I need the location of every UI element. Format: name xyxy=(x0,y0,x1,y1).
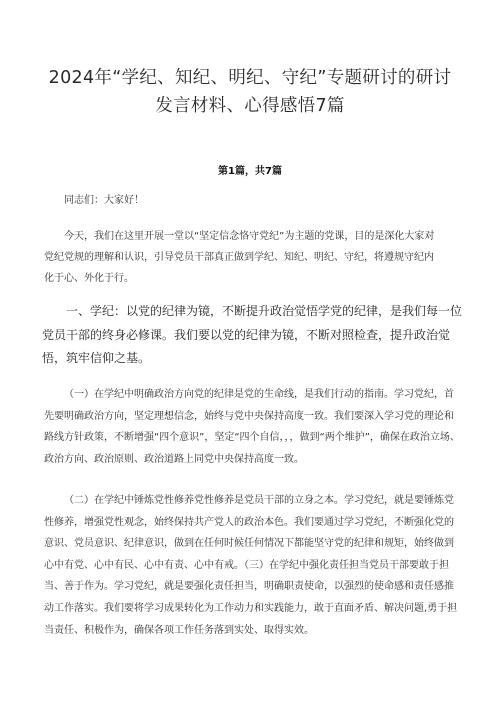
section-heading-one: 一、学纪：以党的纪律为镜，不断提升政治觉悟学党的纪律，是我们每一位党员干部的终身必修课。我们要以党的纪律为镜，不断对照检查，提升政治觉悟，筑牢信仰之基。 xyxy=(42,304,463,365)
section-marker: 第1篇，共7篇 xyxy=(218,166,282,177)
body-paragraph-2: （二）在学纪中锤炼党性修养党性修养是党员干部的立身之本。学习党纪，就是要锤炼党性修养，增强党性观念，始终保持共产党人的政治本色。我们要通过学习党纪，不断强化党的意识、党员意识、纪律意识，做到在任何时候任何情况下都能坚守党的纪律和规矩，始终做到心中有党、心中有民、心中有责、心中有戒。（三）在学纪中强化责任担当党员干部要敢于担当、善于作为。学习党纪，就是要强化责任担当，明确职责使命，以强烈的使命感和责任感推动工作落实。我们要将学习成果转化为工作动力和实践能力，敢于直面矛盾、解决问题,勇于担当责任、积极作为，确保各项工作任务落到实处、取得实效。 xyxy=(44,495,458,636)
intro-paragraph: 今天，我们在这里开展一堂以“坚定信念恪守党纪”为主题的党课，目的是深化大家对党纪党规的理解和认识，引导党员干部真正做到学纪、知纪、明纪、守纪，将遵规守纪内化于心、外化于行。 xyxy=(44,231,435,284)
body-paragraph-1: （一）在学纪中明确政治方向党的纪律是党的生命线，是我们行动的指南。学习党纪，首先要明确政治方向，坚定理想信念，始终与党中央保持高度一致。我们要深入学习党的理论和路线方针政策，不断增强“四个意识”，坚定“四个自信，，，做到“两个维护”，确保在政治立场、政治方向、政治原则、政治道路上同党中央保持高度一致。 xyxy=(44,389,460,465)
document-title: 2024年“学纪、知纪、明纪、守纪”专题研讨的研讨发言材料、心得感悟7篇 xyxy=(48,68,452,116)
greeting-text: 同志们：大家好！ xyxy=(64,195,144,206)
